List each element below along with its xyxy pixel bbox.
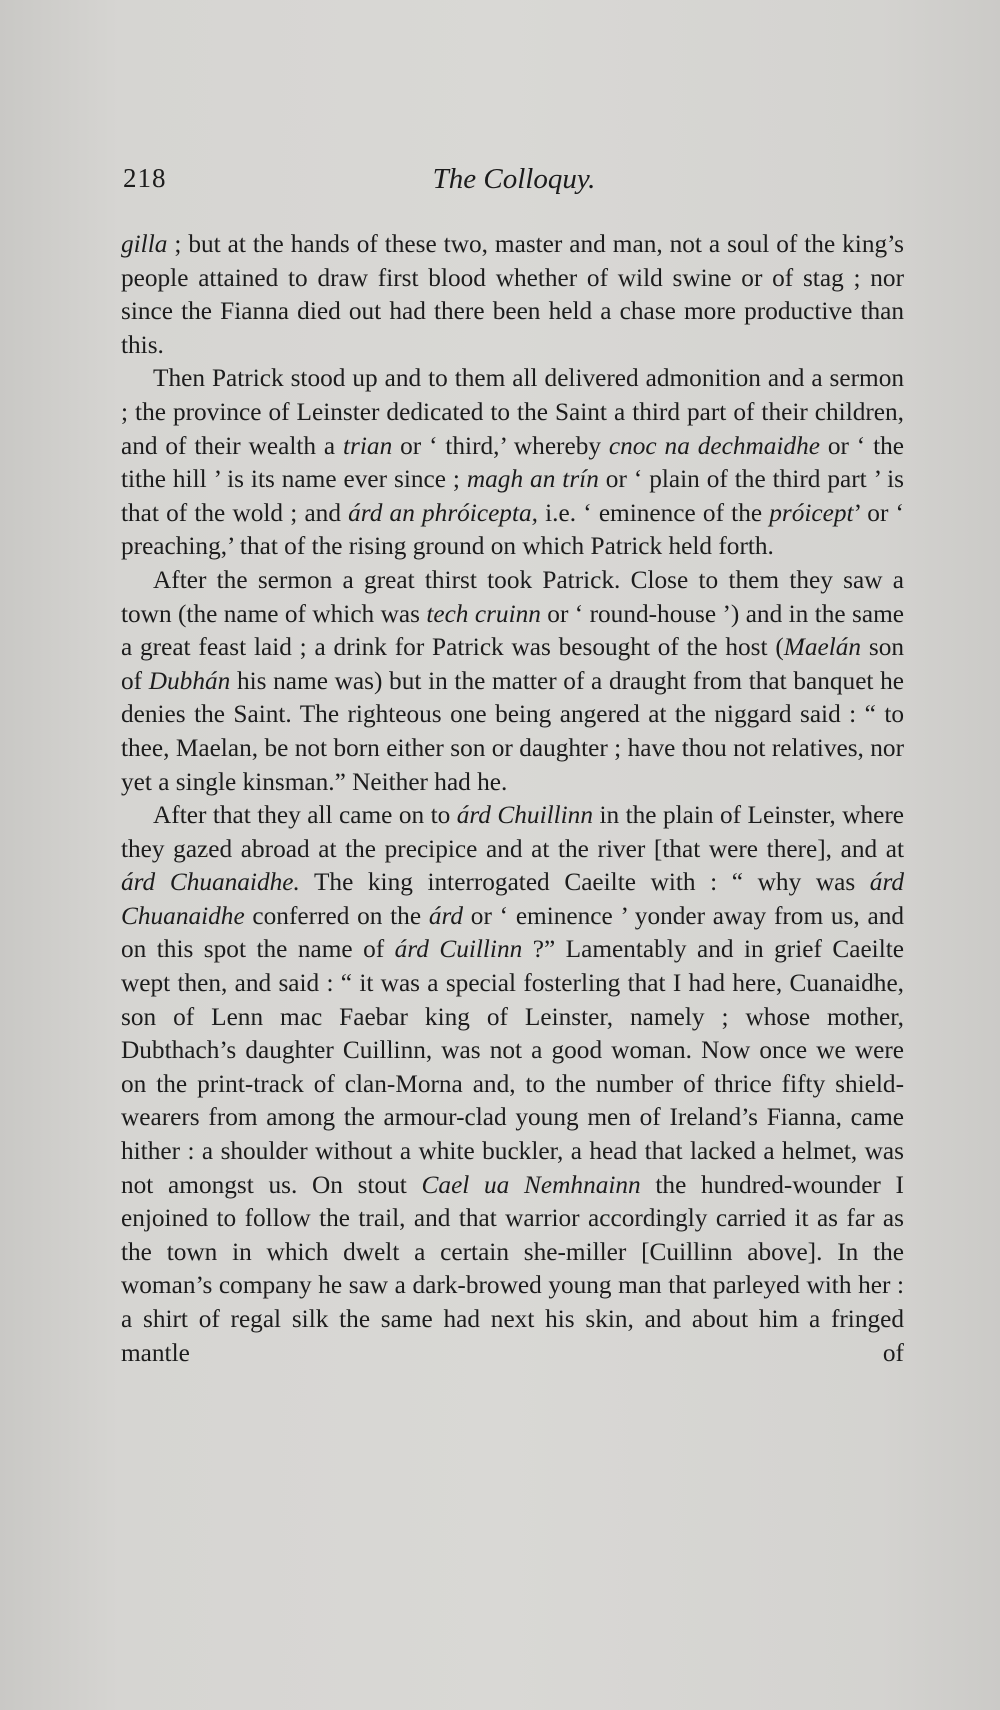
paragraph <box>121 362 904 564</box>
text-run: Then Patrick stood up and to them all delivered admonition and a sermon ; the province of Leinster dedicated to the Saint a third part of their children, and of their wealth a <box>121 364 904 460</box>
text-run: or ‘ third,’ whereby <box>392 431 609 460</box>
page-number: 218 <box>123 163 167 193</box>
italic-term: gilla <box>121 230 168 258</box>
text-run: or ‘ the tithe hill ’ is its name ever since ; <box>121 431 905 494</box>
text-run: his name was) but in the matter of a draught from that banquet he denies the Saint. The righteous one being angered at the niggard said : “ to thee, Maelan, be not born either son or daughter ; have thou not relatives, nor yet a single kinsman.” Neither had he. <box>121 666 905 796</box>
italic-term: cnoc na dechmaidhe <box>608 431 820 460</box>
text-run: ?” Lamentably and in grief Caeilte wept then, and said : “ it was a special fosterling that I had here, Cuanaidhe, son of Lenn mac Faebar king of Leinster, namely ; whose mother, Dubthach’s daughter Cuillinn, was not a good woman. Now once we were on the print-track of clan-Morna and, to the number of thrice fifty shield-wearers from among the armour-clad young men of Ireland’s Fianna, came hither : a shoulder without a white buckler, a head that lacked a helmet, was not amongst us. On stout <box>121 935 904 1199</box>
italic-term: árd an phróicepta, <box>348 498 538 527</box>
text-run: in the plain of Leinster, where they gazed abroad at the precipice and at the river [that were there], and at <box>121 801 904 863</box>
text-run: conferred on the <box>244 901 429 930</box>
paragraph <box>121 564 904 799</box>
italic-term: Cael ua Nemhnainn <box>421 1170 641 1199</box>
italic-term: Dubhán <box>148 666 231 695</box>
paragraph <box>121 228 904 362</box>
italic-term: árd <box>428 901 464 930</box>
italic-term: trian <box>343 431 393 460</box>
text-run: The king interrogated Caeilte with : “ why was <box>299 868 870 897</box>
text-run: or ‘ plain of the third part ’ is that of the wold ; and <box>121 465 904 527</box>
running-title: The Colloquy. <box>432 163 596 195</box>
text-run: the hundred-wounder I enjoined to follow the trail, and that warrior accordingly carried it as far as the town in which dwelt a certain she-miller [Cuillinn above]. In the woman’s company he saw a dark-browed young man that parleyed with her : a shirt of regal silk the same had next his skin, and about him a fringed mantle of <box>121 1170 904 1367</box>
italic-term: magh an trín <box>466 465 599 494</box>
text-run: After the sermon a great thirst took Patrick. Close to them they saw a town (the name of which was <box>121 565 904 628</box>
paragraph <box>121 799 904 1370</box>
italic-term: Maelán <box>783 633 862 662</box>
text-run: son of <box>121 633 904 695</box>
body-text <box>121 228 904 1370</box>
italic-term: próicept <box>769 498 854 527</box>
text-run: After that they all came on to <box>153 801 457 830</box>
text-run: ’ or ‘ preaching,’ that of the rising ground on which Patrick held forth. <box>121 498 904 561</box>
italic-term: árd Cuillinn <box>394 935 523 964</box>
italic-term: tech cruinn <box>426 599 541 628</box>
italic-term: árd Chuillinn <box>456 801 593 830</box>
italic-term: árd Chuanaidhe <box>121 868 904 930</box>
text-run: or ‘ round-house ’) and in the same a great feast laid ; a drink for Patrick was besought of the host ( <box>121 599 904 662</box>
page-header <box>123 163 905 203</box>
text-run: i.e. ‘ eminence of the <box>537 498 770 527</box>
text-run: ; but at the hands of these two, master and man, not a soul of the king’s people attained to draw first blood whether of wild swine or of stag ; nor since the Fianna died out had there been held a chase more productive than this. <box>121 230 904 359</box>
italic-term: árd Chuanaidhe. <box>121 868 300 897</box>
text-run: or ‘ eminence ’ yonder away from us, and on this spot the name of <box>121 901 904 964</box>
